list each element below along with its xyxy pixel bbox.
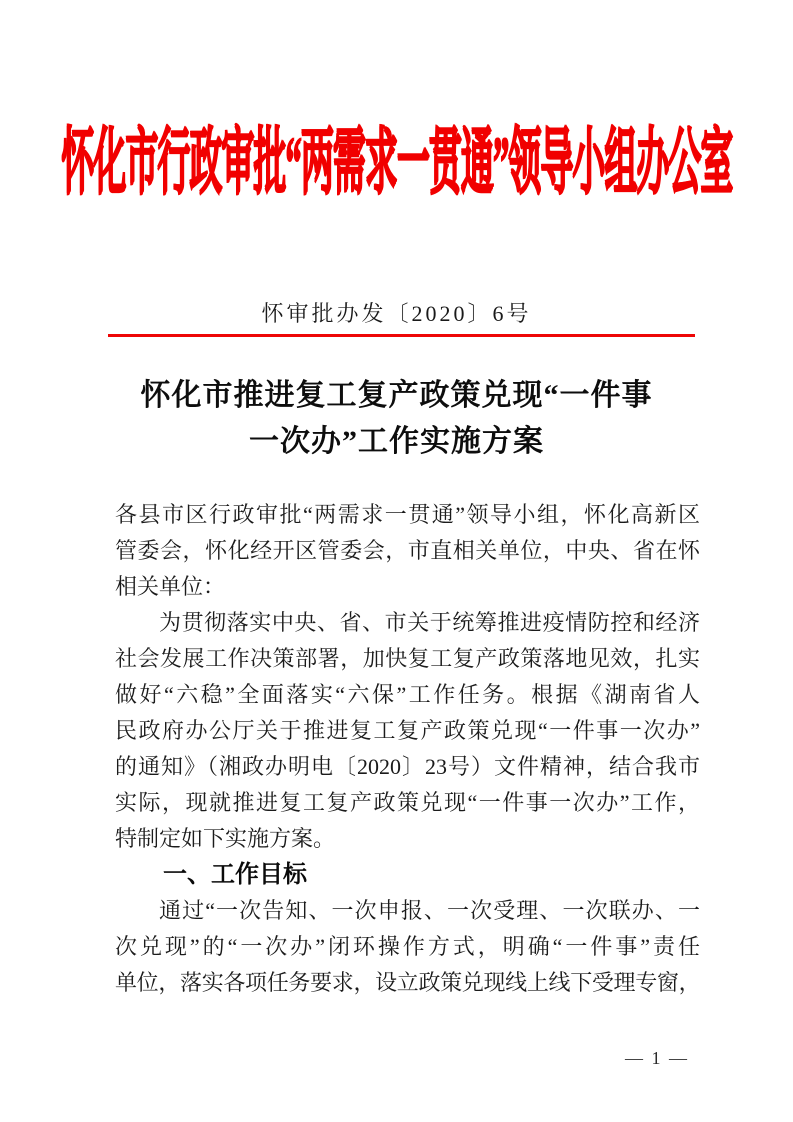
document-body xyxy=(115,497,700,1001)
document-number: 怀审批办发〔2020〕6号 xyxy=(261,301,532,326)
body-line: 通过“一次告知、一次申报、一次受理、一次联办、一 xyxy=(159,898,700,923)
body-line: 实际，现就推进复工复产政策兑现“一件事一次办”工作， xyxy=(115,790,700,815)
body-line: 社会发展工作决策部署，加快复工复产政策落地见效，扎实 xyxy=(115,646,700,671)
body-line: 特制定如下实施方案。 xyxy=(115,826,336,851)
document-title xyxy=(0,373,793,465)
addressee-line: 各县市区行政审批“两需求一贯通”领导小组，怀化高新区 xyxy=(115,502,700,527)
section-heading-work-goals: 一、工作目标 xyxy=(163,861,307,888)
body-line: 的通知》（湘政办明电〔2020〕23号）文件精神，结合我市 xyxy=(115,754,700,779)
red-divider-line xyxy=(108,334,695,337)
body-line: 单位，落实各项任务要求，设立政策兑现线上线下受理专窗， xyxy=(115,970,700,995)
body-line: 做好“六稳”全面落实“六保”工作任务。根据《湖南省人 xyxy=(115,682,700,707)
page-number: — 1 — xyxy=(625,1048,689,1068)
letterhead-org-name: 怀化市行政审批“两需求一贯通”领导小组办公室 xyxy=(61,124,732,204)
body-line: 为贯彻落实中央、省、市关于统筹推进疫情防控和经济 xyxy=(159,610,700,635)
addressee-line: 管委会，怀化经开区管委会，市直相关单位，中央、省在怀 xyxy=(115,538,700,563)
body-line: 次兑现”的“一次办”闭环操作方式，明确“一件事”责任 xyxy=(115,934,700,959)
body-line: 民政府办公厅关于推进复工复产政策兑现“一件事一次办” xyxy=(115,718,700,743)
document-title-line2: 一次办”工作实施方案 xyxy=(249,425,544,458)
document-title-line1: 怀化市推进复工复产政策兑现“一件事 xyxy=(140,379,653,412)
addressee-line: 相关单位： xyxy=(115,574,226,599)
